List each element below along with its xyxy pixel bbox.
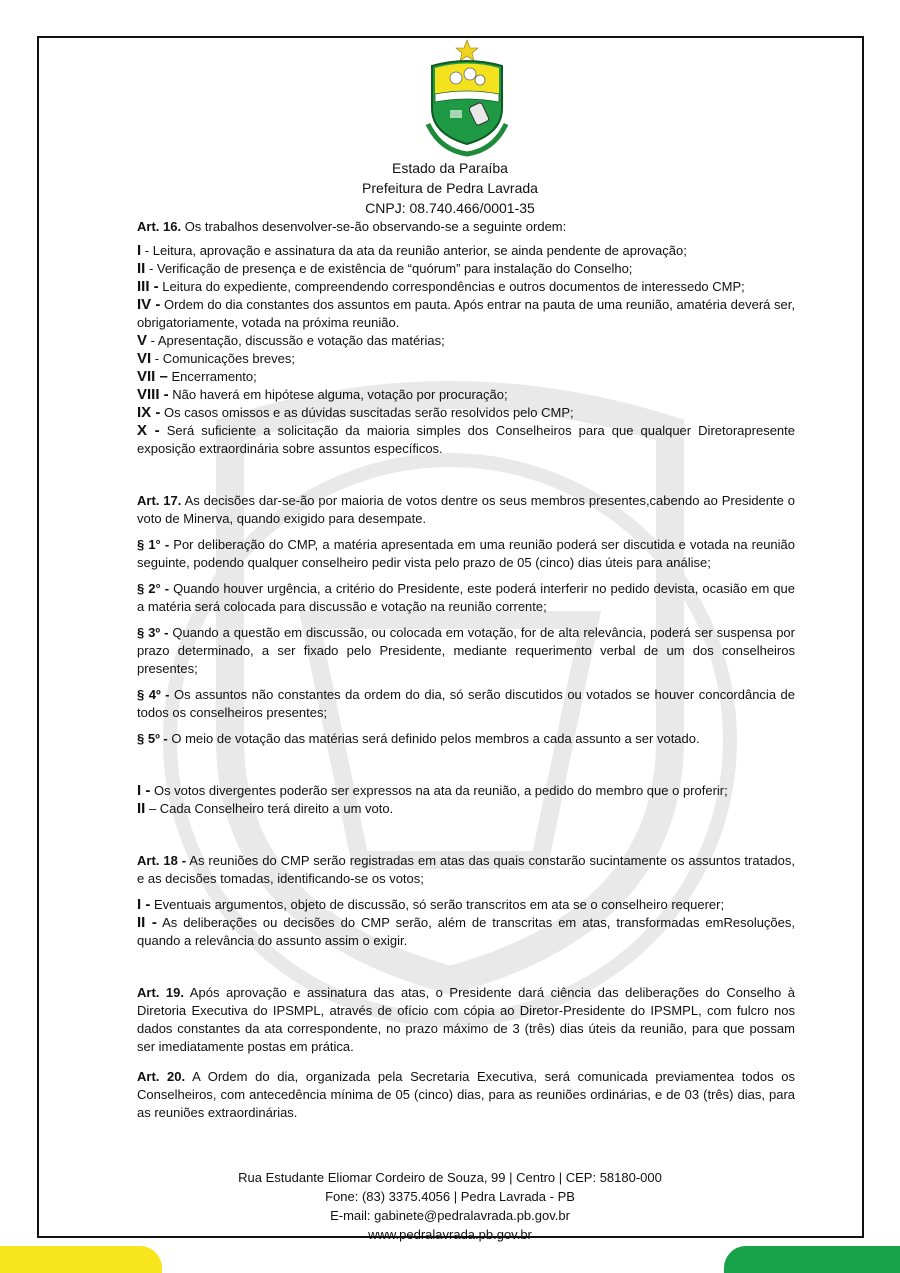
- article-17-intro: Art. 17. As decisões dar-se-ão por maioria de votos dentre os seus membros presentes,cabendo ao Presidente o voto de Minerva, quando exigido para desempate.: [137, 493, 795, 526]
- footer-phone: Fone: (83) 3375.4056 | Pedra Lavrada - PB: [325, 1189, 575, 1204]
- article-16-item: V - Apresentação, discussão e votação das matérias;: [137, 332, 445, 349]
- header-prefecture: Prefeitura de Pedra Lavrada: [362, 180, 538, 196]
- article-16-item: IX - Os casos omissos e as dúvidas suscitadas serão resolvidos pelo CMP;: [137, 404, 574, 421]
- article-17-item: II – Cada Conselheiro terá direito a um voto.: [137, 800, 394, 817]
- article-16-item: VII – Encerramento;: [137, 368, 257, 385]
- document-footer: [0, 1168, 900, 1244]
- article-16-item: III - Leitura do expediente, compreendendo correspondências e outros documentos de interessedo CMP;: [137, 278, 745, 295]
- article-16-intro: Art. 16. Os trabalhos desenvolver-se-ão observando-se a seguinte ordem:: [137, 219, 567, 234]
- article-17-paragraph: § 1° - Por deliberação do CMP, a matéria apresentada em uma reunião poderá ser discutida e votada na reunião seguinte, podendo qualquer conselheiro pedir vista pelo prazo de 05 (cinco) dias úteis para análise;: [137, 537, 796, 570]
- article-17-paragraph: § 5º - O meio de votação das matérias será definido pelos membros a cada assunto a ser votado.: [137, 731, 700, 746]
- article-16-item: II - Verificação de presença e de existência de “quórum” para instalação do Conselho;: [137, 260, 633, 277]
- article-19: Art. 19. Após aprovação e assinatura das atas, o Presidente dará ciência das deliberações do Conselho à Diretoria Executiva do IPSMPL, através de ofício com cópia ao Diretor-Presidente do IPSMPL, com fulcro nos dados constantes da ata correspondente, no prazo máximo de 3 (três) dias úteis da reunião, para que possam ser imediatamente postas em prática.: [137, 985, 796, 1054]
- article-18-intro: Art. 18 - As reuniões do CMP serão registradas em atas das quais constarão sucintamente os assuntos tratados, e as decisões tomadas, identificando-se os votos;: [137, 853, 795, 886]
- header-cnpj: CNPJ: 08.740.466/0001-35: [365, 200, 535, 216]
- article-20: Art. 20. A Ordem do dia, organizada pela Secretaria Executiva, será comunicada previamentea todos os Conselheiros, com antecedência mínima de 05 (cinco) dias, para as reuniões ordinárias, e de 03 (três) dias, para as reuniões extraordinárias.: [137, 1069, 796, 1120]
- footer-website: www.pedralavrada.pb.gov.br: [368, 1227, 532, 1242]
- footer-address: Rua Estudante Eliomar Cordeiro de Souza, 99 | Centro | CEP: 58180-000: [238, 1170, 662, 1185]
- footer-email: E-mail: gabinete@pedralavrada.pb.gov.br: [330, 1208, 570, 1223]
- header-state: Estado da Paraíba: [392, 160, 508, 176]
- footer-yellow-bar: [0, 1246, 162, 1273]
- article-16-item: I - Leitura, aprovação e assinatura da ata da reunião anterior, se ainda pendente de aprovação;: [137, 242, 687, 259]
- city-crest-logo: [420, 38, 516, 158]
- document-header: [0, 158, 900, 218]
- footer-green-bar: [724, 1246, 900, 1273]
- article-16-item: VI - Comunicações breves;: [137, 350, 295, 367]
- article-17-paragraph: § 4º - Os assuntos não constantes da ordem do dia, só serão discutidos ou votados se houver concordância de todos os conselheiros presentes;: [137, 687, 795, 720]
- article-17-paragraph: § 3º - Quando a questão em discussão, ou colocada em votação, for de alta relevância, poderá ser suspensa por prazo determinado, a ser fixado pelo Presidente, mediante requerimento verbal de um dos conselheiros presentes;: [137, 625, 795, 676]
- article-16-item: X - Será suficiente a solicitação da maioria simples dos Conselheiros para que qualquer Diretorapresente exposição extraordinária sobre assuntos específicos.: [137, 422, 796, 456]
- article-17-paragraph: § 2° - Quando houver urgência, a critério do Presidente, este poderá interferir no pedido devista, ocasião em que a matéria será colocada para discussão e votação na reunião corrente;: [137, 581, 795, 614]
- article-16-item: IV - Ordem do dia constantes dos assuntos em pauta. Após entrar na pauta de uma reunião, amatéria deverá ser, obrigatoriamente, votada na próxima reunião.: [137, 296, 795, 330]
- document-body: [137, 218, 795, 1122]
- article-18-item: II - As deliberações ou decisões do CMP serão, além de transcritas em atas, transformadas emResoluções, quando a relevância do assunto assim o exigir.: [137, 914, 796, 948]
- article-16-item: VIII - Não haverá em hipótese alguma, votação por procuração;: [137, 386, 508, 403]
- article-17-item: I - Os votos divergentes poderão ser expressos na ata da reunião, a pedido do membro que o proferir;: [137, 782, 728, 799]
- article-18-item: I - Eventuais argumentos, objeto de discussão, só serão transcritos em ata se o conselheiro requerer;: [137, 896, 725, 913]
